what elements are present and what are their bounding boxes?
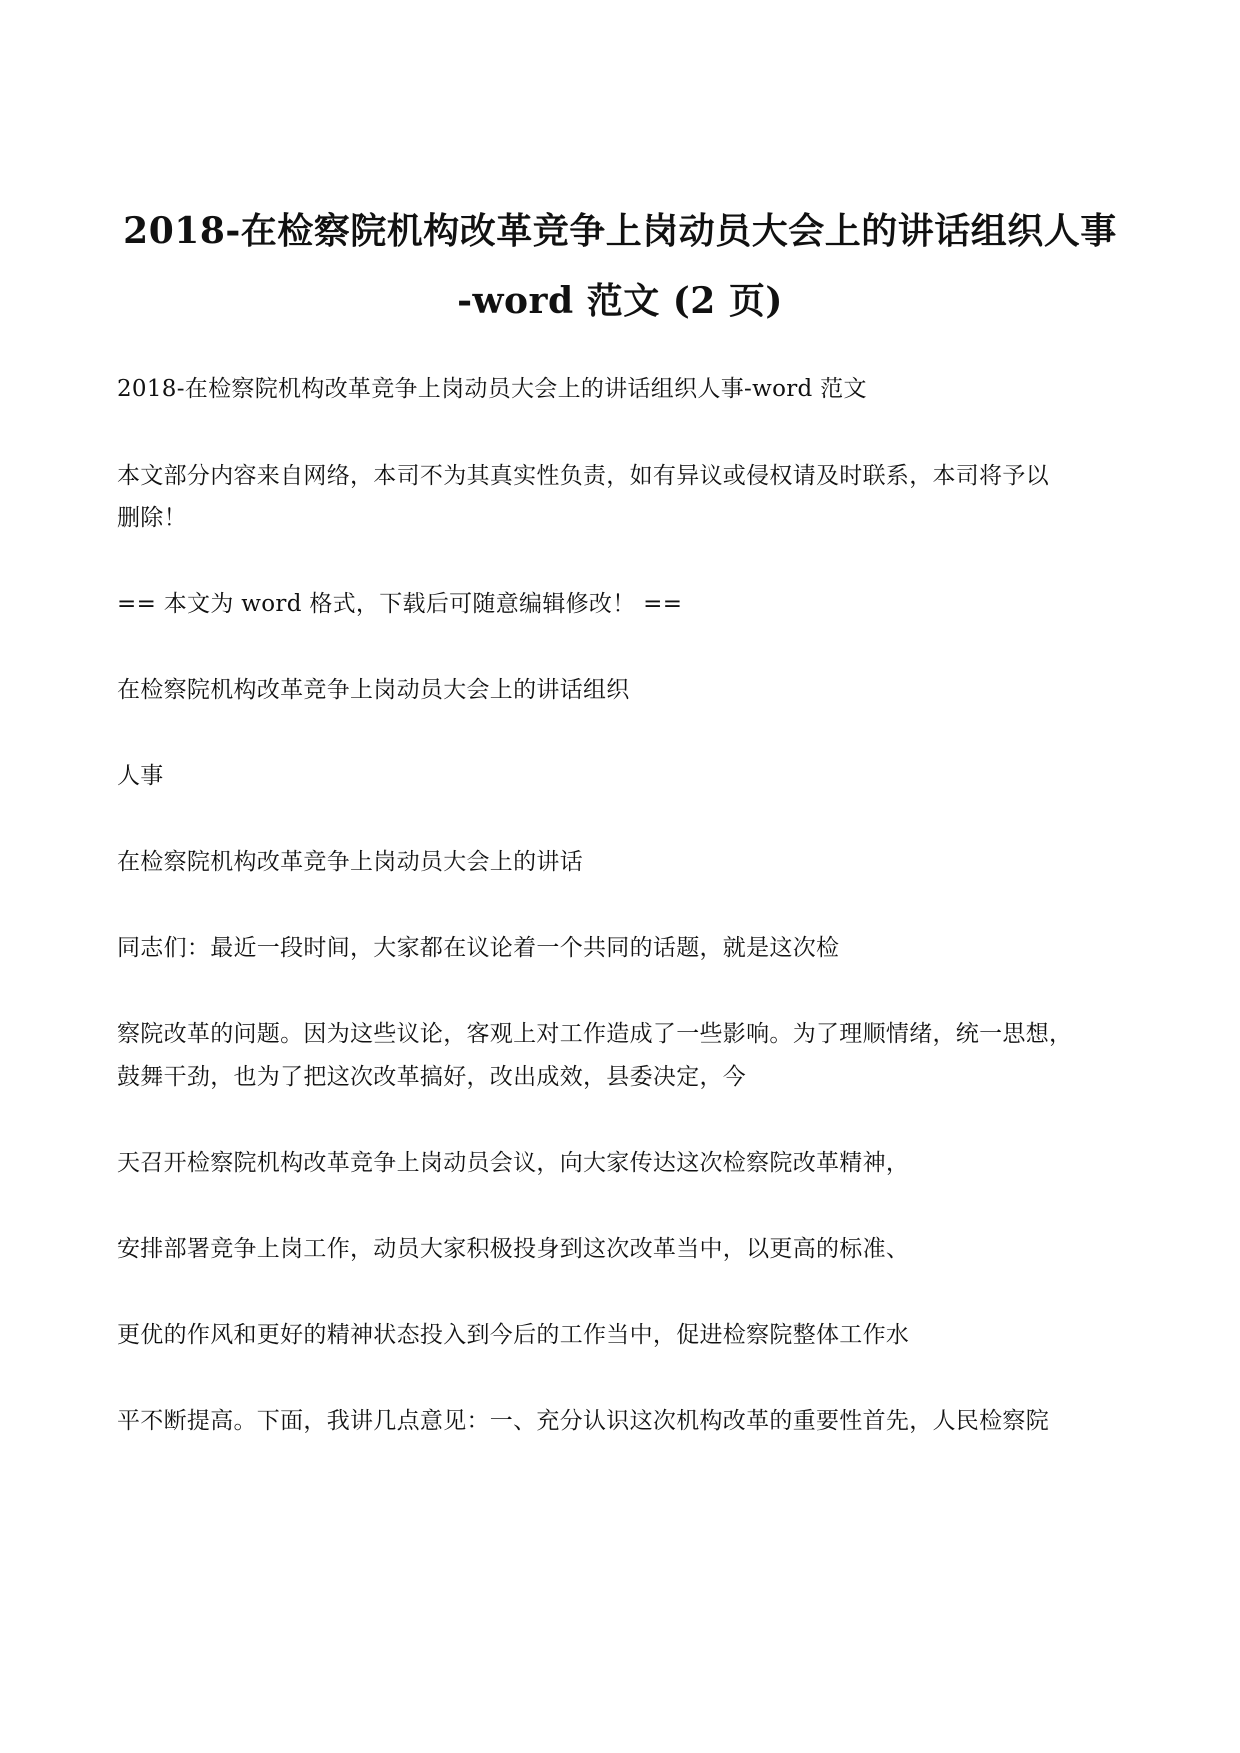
document-title (100, 196, 1140, 336)
body-line: 在检察院机构改革竞争上岗动员大会上的讲话组织 (117, 677, 630, 703)
body-line: 人事 (117, 763, 164, 789)
body-line: 同志们：最近一段时间，大家都在议论着一个共同的话题，就是这次检 (117, 935, 840, 961)
body-line: 在检察院机构改革竞争上岗动员大会上的讲话 (117, 849, 583, 875)
disclaimer-line-1: 本文部分内容来自网络，本司不为其真实性负责，如有异议或侵权请及时联系，本司将予以 (117, 463, 1049, 489)
body-line: 平不断提高。下面，我讲几点意见：一、充分认识这次机构改革的重要性首先，人民检察院 (117, 1408, 1049, 1434)
body-line: 更优的作风和更好的精神状态投入到今后的工作当中，促进检察院整体工作水 (117, 1322, 910, 1348)
disclaimer-line-2: 删除！ (117, 505, 187, 531)
title-line-2: -word 范文 (2 页) (457, 280, 783, 322)
body-line: 安排部署竞争上岗工作，动员大家积极投身到这次改革当中，以更高的标准、 (117, 1236, 910, 1262)
body-line: 天召开检察院机构改革竞争上岗动员会议，向大家传达这次检察院改革精神， (117, 1150, 910, 1176)
body-line: 鼓舞干劲，也为了把这次改革搞好，改出成效，县委决定，今 (117, 1064, 747, 1090)
title-line-1: 2018-在检察院机构改革竞争上岗动员大会上的讲话组织人事 (123, 210, 1117, 252)
subtitle-line: 2018-在检察院机构改革竞争上岗动员大会上的讲话组织人事-word 范文 (117, 376, 867, 402)
body-line: 察院改革的问题。因为这些议论，客观上对工作造成了一些影响。为了理顺情绪，统一思想， (117, 1021, 1073, 1047)
format-note: == 本文为 word 格式，下载后可随意编辑修改！ == (117, 591, 683, 617)
